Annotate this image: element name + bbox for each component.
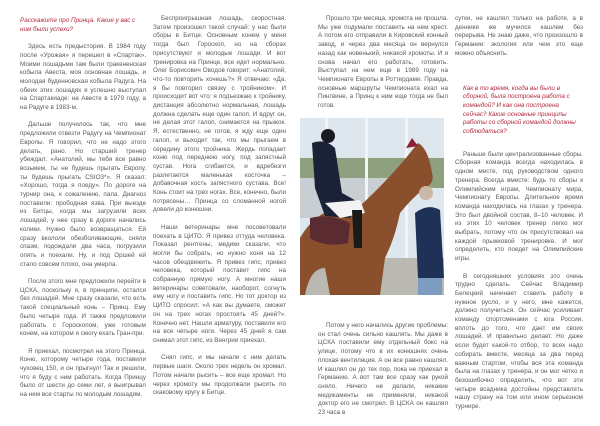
paragraph: После этого мне предложили перейти в ЦСКА, поскольку я, в принципе, остался без лошадей. Мне сразу сказали, что есть такой специальный конь – Принц. Ему было четыре года. И также предложили работать с Гороскопом, уже готовым конем, на котором я смогу ехать Гран-при. [20, 278, 146, 338]
paragraph: Беспроигрышная лошадь, скоростная. Затем произошел такой случай: у нас были сборы в Битце. Основным конем у меня тогда был Гороскоп, но на сборах присутствуют и молодые лошади. И вот тренировка на Принце, все идет нормально. Олег Борисович Оводов говорит: «Анатолий, что-то повторить хочешь?» Я отвечаю: «Да, я бы повторил связку с тройником». И происходит вот что: я подъезжаю к тройнику, дистанция абсолютно нормальная, лошадь должна сделать еще один галоп. И вдруг он, не делая этот галоп, снимается на прыжок. Я, естественно, не готов, я жду еще один галоп, и выходит так, что мы прыгаем в середину этого тройника. Жердь попадает коню под переднюю ногу, под запястный сустав. Нога сгибается, и вдребезги разлетается маленькая косточка – добавочная кость запястного сустава. Все! Конь стоит на трех ногах. Все, конечно, были потрясены… Принца со сломанной ногой довели до конюшни. [153, 15, 286, 214]
paragraph: Потом у него начались другие проблемы: он стал очень сильно кашлять. Мы даже в ЦСКА поставили ему отдельный бокс на улице, потому что в их конюшнях очень плохая вентиляция. А он все равно кашлял. И кашлял он до тех пор, пока не приехал в Германию. А вот там все сразу как рукой сняло. Ничего не делали, никакие медикаменты не применяли, никакой доктор его не смотрел. В ЦСКА он кашлял 23 часа в [318, 322, 448, 417]
column-3-top [318, 15, 448, 119]
column-1 [20, 17, 146, 409]
column-4 [455, 15, 583, 421]
column-2 [153, 15, 286, 407]
interview-question: Как в то время, когда вы были в сборной, была построена работа с командой? И как она построена сейчас? Какие основные принципы работы со сборной командой должны соблюдаться? [463, 84, 576, 136]
paragraph: Прошло три месяца, хромота не прошла. Мы уже подумали поставить на нем крест. А потом его отправили в Кировский конный завод, и через два месяца он вернулся назад как новенький, никакой хромоты. И я снова начал его работать, готовить. Выступал на нем еще в 1989 году на Чемпионате Европы в Роттердаме. Правда, основные маршруты Чемпионата ехал на Пингвине, а Принц к ним еще тогда не был готов. [318, 15, 448, 110]
paragraph: Здесь есть предыстория. В 1984 году после «Урожая» я перешел в «Спартак». Моими лошадьми там были тракененская кобыла Авеста, моя основная лошадь, и молодая буденновская кобыла Радуга. На обеих этих лошадях я успешно выступал на Спартакиаде: на Авесте в 1979 году, а на Радуге в 1983-м. [20, 43, 146, 112]
paragraph: Снял гипс, и мы начали с ним делать первые шаги. Около трех недель он хромал. Потом начали рысить – все еще хромал. Но через хромоту мы продолжали рысить по скаковому кругу в Битце. [153, 354, 286, 397]
paragraph: Я приехал, посмотрел на этого Принца. Коню, которому четыре года, поставили чуховец 150, и он прыгнул! Так и решили, что я буду с ним работать. Когда Принцу было от шести до семи лет, я выигрывал на нем все старты по молодым лошадям. [20, 347, 146, 399]
column-3-bottom [318, 322, 448, 426]
interview-question: Расскажите про Принца. Какие у вас с ним были успехи? [20, 17, 136, 33]
paragraph: Раньше были централизованные сборы. Сборная команда всегда находилась в одном месте, под руководством одного тренера. Всегда вместе: будь то сборы к Олимпийским играм, Чемпионату мира, Чемпионату Европы. Длительное время команда находилась на глазах у тренера. Это был двойной состав, 8–10 человек. И из этих 10 человек тренер легко мог выбрать, потому что он присутствовал на каждой прыжковой тренировке. И мог определить, кто поедет на Олимпийские игры. [455, 150, 583, 263]
paragraph: Наши ветеринары мне посоветовали поехать в ЦИТО. Я привез оттуда человека. Показал рентгены, медики сказали, что могли бы собрать, но нужно коня на 12 часов обездвижить. Я привез гипс, привез человека, который поставит гипс на собранную прямую ногу. А многие наши ветеринары советовали, наоборот, согнуть ему ногу и поставить гипс. Но тот доктор из ЦИТО спросил: «А как вы думаете, сможет он на трех ногах простоять 45 дней?». Конечно нет. Нашли арматуру, поставили его на все четыре ноги. Через 45 дней я сам снимал этот гипс, из Венгрии приехал. [153, 223, 286, 344]
rider-and-horse-photo [300, 118, 444, 295]
paragraph: Дальше получилось так, что мне предложили отвезти Радугу на Чемпионат Европы. Я говорил, что не надо этого делать, рано. Но старший тренер убеждал: «Анатолий, мы тебя все равно возьмем, ты не будешь прыгать Европу, ты будешь прыгать CSIO3*». Я сказал: «Хорошо, тогда я поеду». По дороге на турнир она, к сожалению, пала. Диагноз поставили: прободная язва. При выезде из Битцы, когда мы загрузили всех лошадей, у нее сразу в дороге начались колики. Нужно было возвращаться. Ей сразу вкололи обезболивающие, сняли спазм, подождали два часа, погрузили опять и поехали. Ну, и под Оршей ей стало совсем плохо, она умерла. [20, 121, 146, 268]
paragraph: В сегодняшних условиях это очень трудно сделать. Сейчас Владимир Белецкий начинает ставить работу в нужное русло, и у него, мне кажется, должно получиться. Он сейчас усиливает команду спортсменами с юга России, вплоть до того, что дает им своих лошадей. И правильно делает. Но даже если будет какой-то отбор, то всех надо собирать вместе, месяца за два перед важным стартом, чтобы вся эта команда была на глазах у тренера, и он мог четко и безошибочно определить, что вот эти четыре всадника достойны представлять нашу страну на том или ином серьезном турнире. [455, 272, 583, 411]
paragraph: сутки, не кашлял только на работе, а в деннике же мучился кашлем без перерыва. Не знаю даже, что произошло в Германии: экология или чем это еще можно объяснить. [455, 15, 583, 57]
